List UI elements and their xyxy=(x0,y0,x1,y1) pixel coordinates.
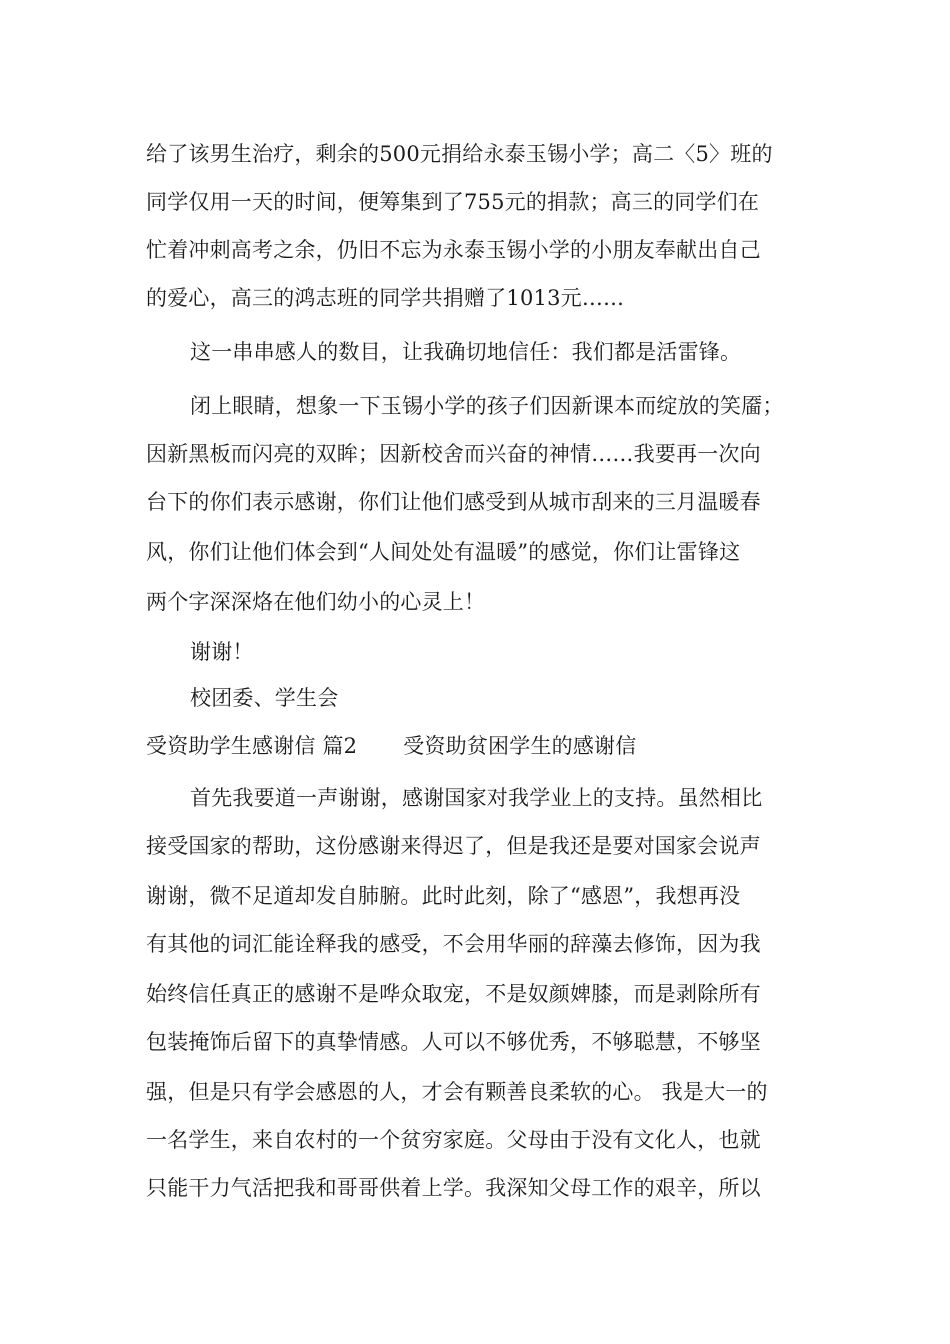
thanks-line: 谢谢！ xyxy=(190,640,254,664)
body-line: 台下的你们表示感谢，你们让他们感受到从城市刮来的三月温暖春 xyxy=(146,490,761,514)
body-line: 谢谢，微不足道却发自肺腑。此时此刻，除了“感恩”，我想再没 xyxy=(146,884,741,908)
section-heading xyxy=(146,722,816,770)
body-line: 首先我要道一声谢谢，感谢国家对我学业上的支持。虽然相比 xyxy=(190,786,763,810)
body-line: 包装掩饰后留下的真挚情感。人可以不够优秀，不够聪慧，不够坚 xyxy=(146,1030,761,1054)
body-line: 有其他的词汇能诠释我的感受，不会用华丽的辞藻去修饰，因为我 xyxy=(146,932,761,956)
body-line: 给了该男生治疗，剩余的500元捐给永泰玉锡小学；高二〈5〉班的 xyxy=(146,142,773,166)
body-line: 接受国家的帮助，这份感谢来得迟了，但是我还是要对国家会说声 xyxy=(146,834,761,858)
body-line: 风，你们让他们体会到“人间处处有温暖”的感觉，你们让雷锋这 xyxy=(146,540,741,564)
body-line: 只能干力气活把我和哥哥供着上学。我深知父母工作的艰辛，所以 xyxy=(146,1176,761,1200)
section-heading-left: 受资助学生感谢信 篇2 xyxy=(146,734,358,758)
section-heading-right: 受资助贫困学生的感谢信 xyxy=(403,734,637,758)
body-line: 始终信任真正的感谢不是哗众取宠，不是奴颜婢膝，而是剥除所有 xyxy=(146,982,761,1006)
body-line: 一名学生，来自农村的一个贫穷家庭。父母由于没有文化人，也就 xyxy=(146,1128,761,1152)
body-line: 忙着冲刺高考之余，仍旧不忘为永泰玉锡小学的小朋友奉献出自己 xyxy=(146,238,761,262)
signature-line: 校团委、学生会 xyxy=(190,686,339,710)
body-line: 因新黑板而闪亮的双眸；因新校舍而兴奋的神情……我要再一次向 xyxy=(146,442,761,466)
body-line: 强，但是只有学会感恩的人，才会有颗善良柔软的心。 我是大一的 xyxy=(146,1080,768,1104)
body-line: 两个字深深烙在他们幼小的心灵上！ xyxy=(146,590,486,614)
body-line: 这一串串感人的数目，让我确切地信任：我们都是活雷锋。 xyxy=(190,340,742,364)
body-line: 的爱心，高三的鸿志班的同学共捐赠了1013元…… xyxy=(146,286,625,310)
body-line: 闭上眼睛，想象一下玉锡小学的孩子们因新课本而绽放的笑靥； xyxy=(190,394,784,418)
body-line: 同学仅用一天的时间，便筹集到了755元的捐款；高三的同学们在 xyxy=(146,190,760,214)
